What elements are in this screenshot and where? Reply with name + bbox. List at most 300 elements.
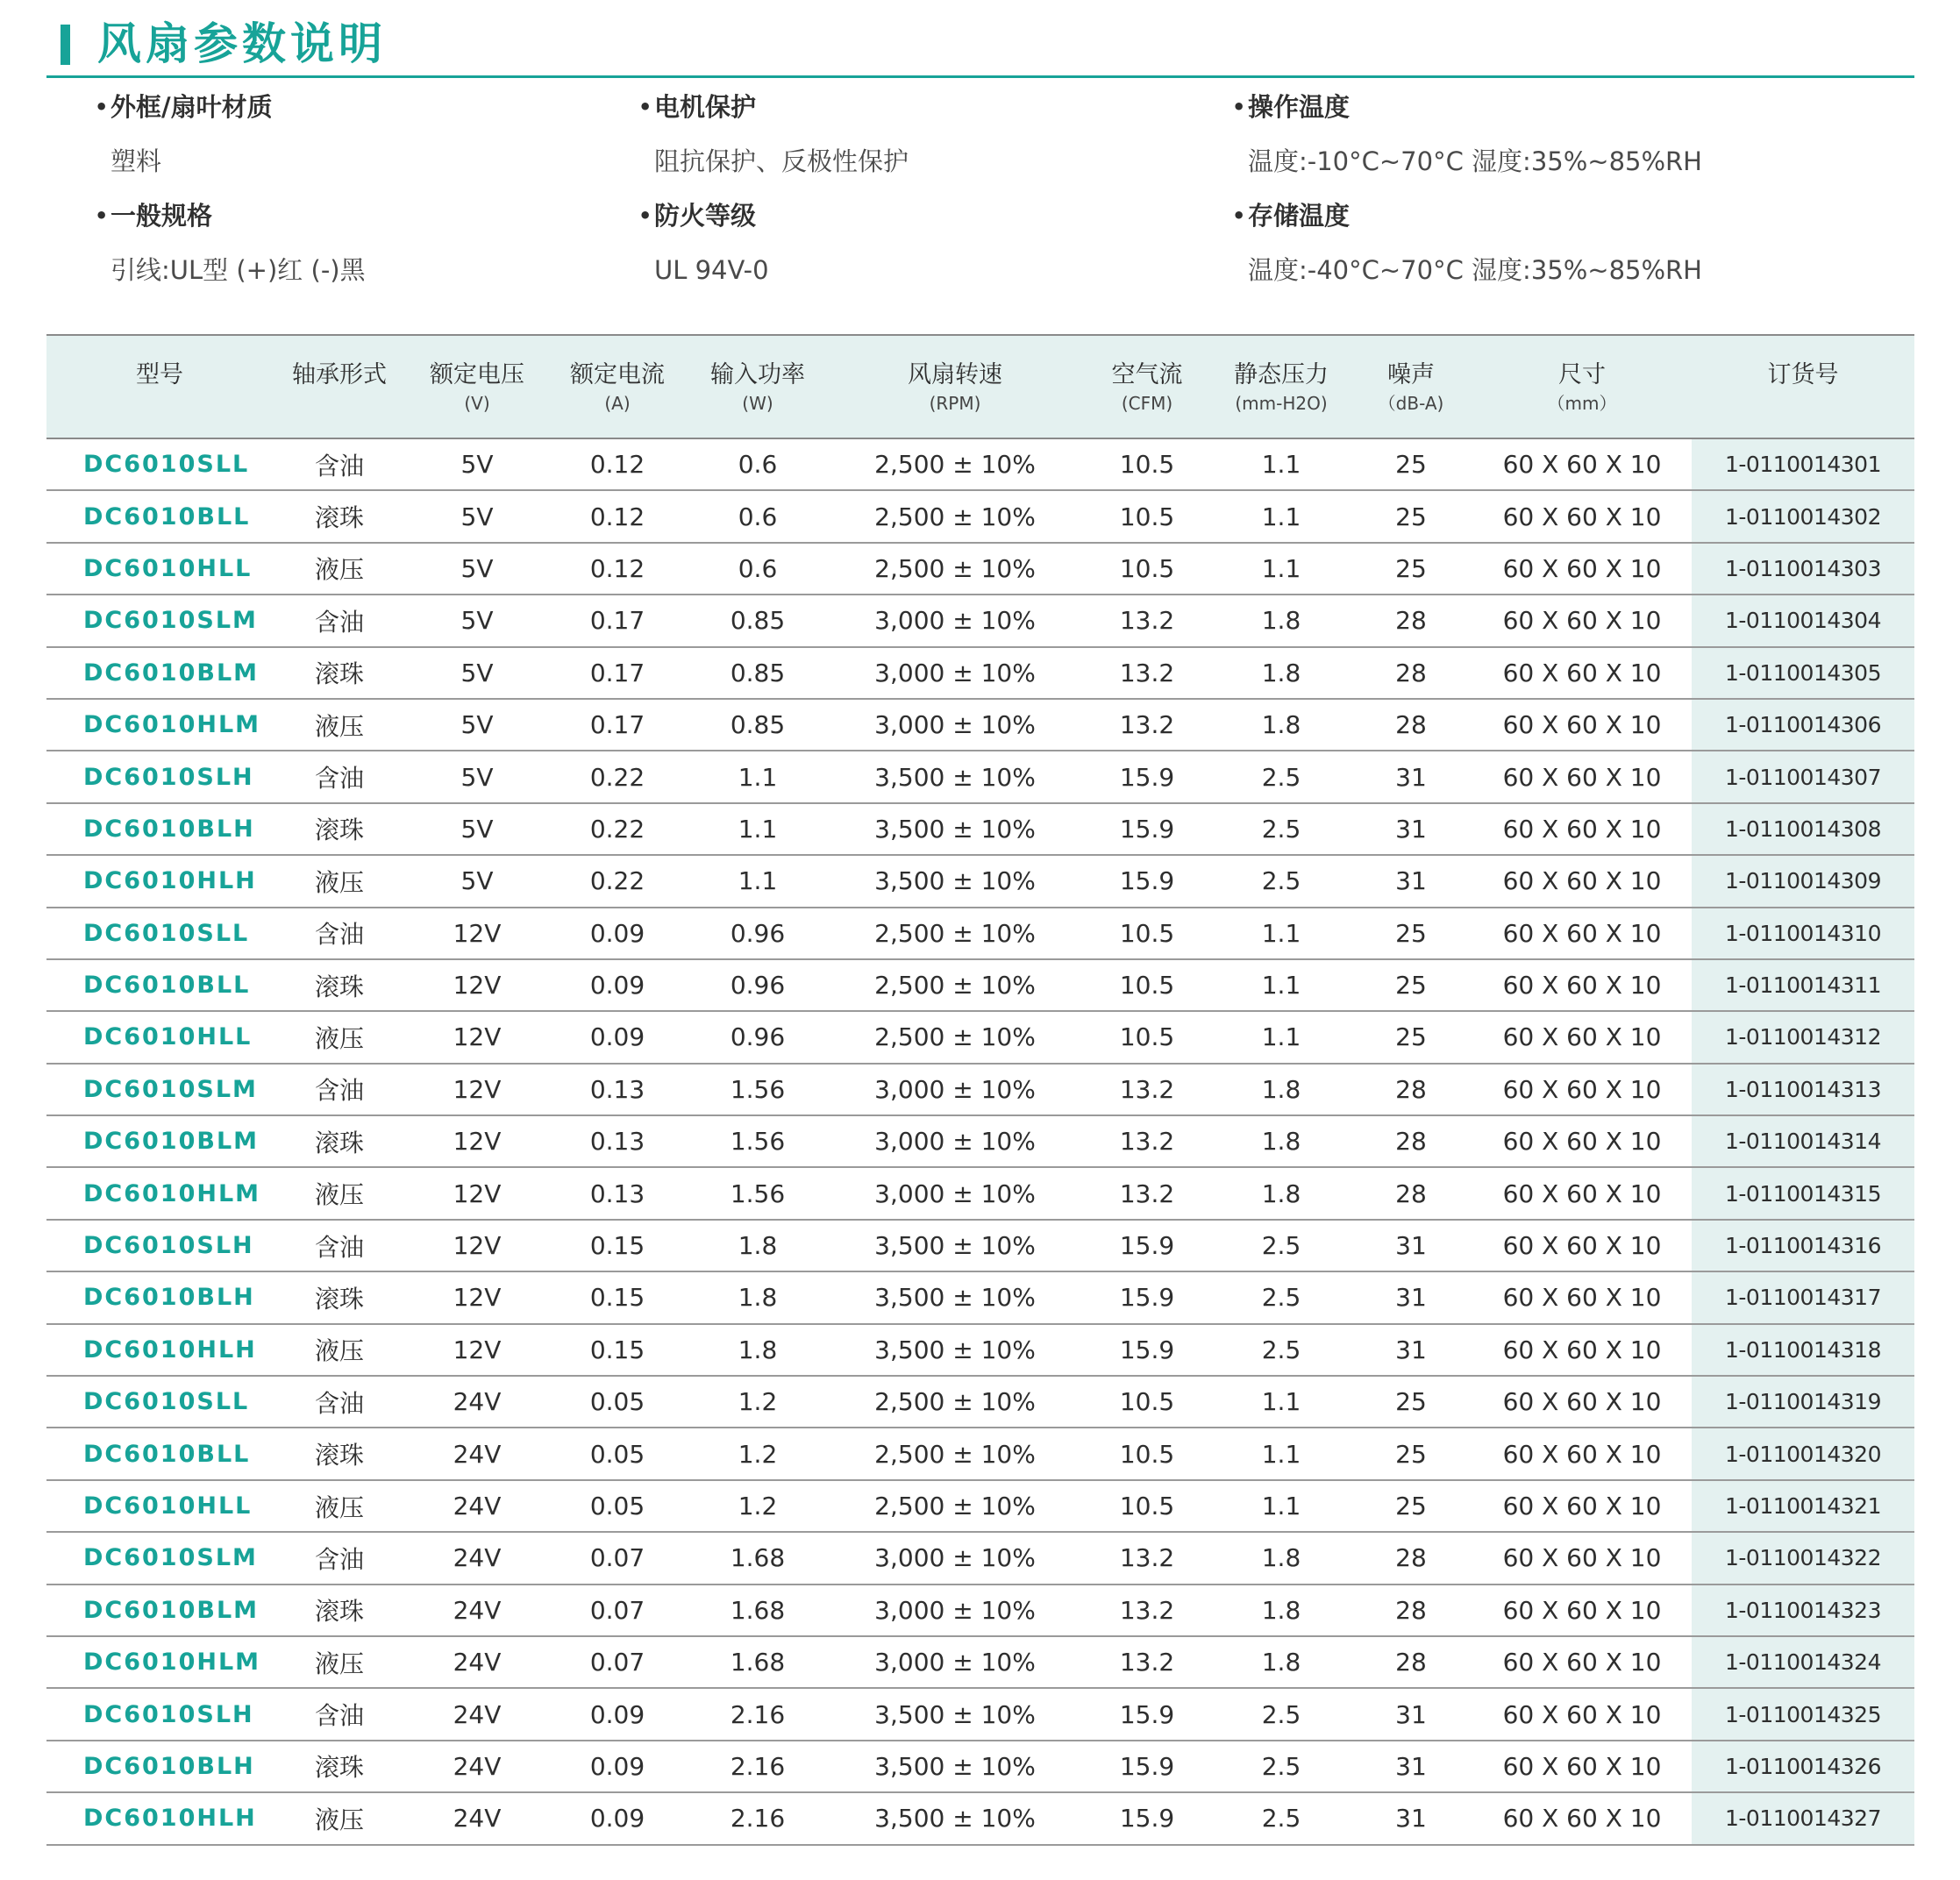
speed-cell: 2,500 ± 10%: [829, 908, 1081, 959]
speed-cell: 3,000 ± 10%: [829, 1636, 1081, 1688]
dimensions-cell: 60 X 60 X 10: [1472, 699, 1692, 751]
header-input-power: [687, 335, 829, 438]
header-label: 订货号: [1767, 361, 1839, 388]
noise-cell: 28: [1350, 1532, 1472, 1584]
bearing-cell: 液压: [273, 1011, 406, 1063]
noise-cell: 28: [1350, 1584, 1472, 1636]
bearing-cell: 滚珠: [273, 803, 406, 855]
header-unit: (W): [742, 393, 773, 414]
table-row: [46, 855, 1914, 907]
voltage-cell: 24V: [406, 1532, 548, 1584]
table-row: [46, 1324, 1914, 1376]
airflow-cell: 13.2: [1081, 1532, 1213, 1584]
dimensions-cell: 60 X 60 X 10: [1472, 855, 1692, 907]
model-cell: DC6010HLH: [46, 1792, 273, 1844]
dimensions-cell: 60 X 60 X 10: [1472, 1324, 1692, 1376]
bearing-cell: 滚珠: [273, 1428, 406, 1479]
header-label: 静态压力: [1234, 361, 1329, 388]
order-number-cell: 1-0110014307: [1692, 751, 1914, 802]
pressure-cell: 1.1: [1213, 490, 1350, 542]
header-dimensions: [1472, 335, 1692, 438]
noise-cell: 28: [1350, 1167, 1472, 1219]
dimensions-cell: 60 X 60 X 10: [1472, 908, 1692, 959]
spec-item-storage-temperature: [1184, 196, 1754, 289]
noise-cell: 31: [1350, 1792, 1472, 1844]
model-cell: DC6010BLM: [46, 647, 273, 699]
current-cell: 0.12: [548, 438, 687, 490]
table-row: [46, 1741, 1914, 1792]
header-unit: （mm）: [1547, 393, 1617, 414]
dimensions-cell: 60 X 60 X 10: [1472, 595, 1692, 646]
voltage-cell: 5V: [406, 595, 548, 646]
noise-cell: 28: [1350, 699, 1472, 751]
power-cell: 0.85: [687, 595, 829, 646]
voltage-cell: 24V: [406, 1636, 548, 1688]
speed-cell: 3,500 ± 10%: [829, 751, 1081, 802]
header-noise: [1350, 335, 1472, 438]
pressure-cell: 1.8: [1213, 699, 1350, 751]
power-cell: 2.16: [687, 1792, 829, 1844]
power-cell: 1.1: [687, 751, 829, 802]
table-row: [46, 1220, 1914, 1271]
table-header-row: [46, 335, 1914, 438]
model-cell: DC6010SLL: [46, 438, 273, 490]
pressure-cell: 1.1: [1213, 438, 1350, 490]
speed-cell: 3,000 ± 10%: [829, 647, 1081, 699]
table-row: [46, 1792, 1914, 1844]
noise-cell: 25: [1350, 490, 1472, 542]
noise-cell: 25: [1350, 1480, 1472, 1532]
voltage-cell: 5V: [406, 803, 548, 855]
bearing-cell: 液压: [273, 1792, 406, 1844]
noise-cell: 28: [1350, 1064, 1472, 1115]
header-bearing: [273, 335, 406, 438]
model-cell: DC6010SLM: [46, 1064, 273, 1115]
table-row: [46, 1167, 1914, 1219]
model-cell: DC6010SLL: [46, 1376, 273, 1428]
spec-value: 引线:UL型 (+)红 (-)黑: [110, 255, 366, 285]
dimensions-cell: 60 X 60 X 10: [1472, 1584, 1692, 1636]
order-number-cell: 1-0110014302: [1692, 490, 1914, 542]
current-cell: 0.12: [548, 543, 687, 595]
voltage-cell: 5V: [406, 438, 548, 490]
order-number-cell: 1-0110014311: [1692, 959, 1914, 1011]
spec-value: 温度:-40°C~70°C 湿度:35%~85%RH: [1248, 255, 1702, 285]
dimensions-cell: 60 X 60 X 10: [1472, 751, 1692, 802]
speed-cell: 3,000 ± 10%: [829, 1532, 1081, 1584]
model-cell: DC6010BLM: [46, 1115, 273, 1167]
airflow-cell: 10.5: [1081, 543, 1213, 595]
voltage-cell: 12V: [406, 1064, 548, 1115]
header-label: 额定电流: [570, 361, 665, 388]
voltage-cell: 24V: [406, 1688, 548, 1740]
noise-cell: 25: [1350, 1376, 1472, 1428]
header-label: 型号: [136, 361, 183, 388]
power-cell: 0.96: [687, 959, 829, 1011]
power-cell: 1.56: [687, 1167, 829, 1219]
order-number-cell: 1-0110014314: [1692, 1115, 1914, 1167]
spec-item-operating-temperature: [1184, 88, 1754, 181]
power-cell: 1.8: [687, 1324, 829, 1376]
current-cell: 0.07: [548, 1636, 687, 1688]
order-number-cell: 1-0110014320: [1692, 1428, 1914, 1479]
speed-cell: 2,500 ± 10%: [829, 959, 1081, 1011]
power-cell: 1.56: [687, 1064, 829, 1115]
power-cell: 1.2: [687, 1376, 829, 1428]
table-row: [46, 543, 1914, 595]
power-cell: 1.56: [687, 1115, 829, 1167]
order-number-cell: 1-0110014312: [1692, 1011, 1914, 1063]
header-label: 风扇转速: [908, 361, 1002, 388]
pressure-cell: 2.5: [1213, 803, 1350, 855]
current-cell: 0.09: [548, 1688, 687, 1740]
order-number-cell: 1-0110014309: [1692, 855, 1914, 907]
bearing-cell: 含油: [273, 1064, 406, 1115]
spec-label: • 外框/扇叶材质: [46, 88, 617, 126]
airflow-cell: 15.9: [1081, 1220, 1213, 1271]
table-row: [46, 1376, 1914, 1428]
current-cell: 0.09: [548, 959, 687, 1011]
noise-cell: 28: [1350, 1115, 1472, 1167]
table-row: [46, 490, 1914, 542]
speed-cell: 3,000 ± 10%: [829, 1167, 1081, 1219]
voltage-cell: 5V: [406, 751, 548, 802]
speed-cell: 2,500 ± 10%: [829, 543, 1081, 595]
model-cell: DC6010HLH: [46, 855, 273, 907]
airflow-cell: 15.9: [1081, 1792, 1213, 1844]
airflow-cell: 15.9: [1081, 751, 1213, 802]
airflow-cell: 13.2: [1081, 1636, 1213, 1688]
power-cell: 0.96: [687, 908, 829, 959]
dimensions-cell: 60 X 60 X 10: [1472, 1167, 1692, 1219]
power-cell: 1.68: [687, 1584, 829, 1636]
power-cell: 1.8: [687, 1271, 829, 1323]
model-cell: DC6010HLM: [46, 699, 273, 751]
model-cell: DC6010SLH: [46, 751, 273, 802]
order-number-cell: 1-0110014303: [1692, 543, 1914, 595]
pressure-cell: 1.1: [1213, 1428, 1350, 1479]
current-cell: 0.22: [548, 855, 687, 907]
noise-cell: 28: [1350, 647, 1472, 699]
pressure-cell: 1.8: [1213, 1115, 1350, 1167]
order-number-cell: 1-0110014308: [1692, 803, 1914, 855]
bearing-cell: 滚珠: [273, 1741, 406, 1792]
power-cell: 0.96: [687, 1011, 829, 1063]
page-title: 风扇参数说明: [97, 18, 387, 69]
speed-cell: 3,000 ± 10%: [829, 699, 1081, 751]
current-cell: 0.15: [548, 1220, 687, 1271]
bearing-cell: 含油: [273, 1376, 406, 1428]
power-cell: 1.68: [687, 1532, 829, 1584]
current-cell: 0.17: [548, 595, 687, 646]
voltage-cell: 24V: [406, 1741, 548, 1792]
header-unit: （dB-A): [1378, 393, 1444, 414]
bearing-cell: 液压: [273, 1324, 406, 1376]
current-cell: 0.13: [548, 1167, 687, 1219]
airflow-cell: 13.2: [1081, 1167, 1213, 1219]
pressure-cell: 2.5: [1213, 1220, 1350, 1271]
voltage-cell: 24V: [406, 1376, 548, 1428]
power-cell: 2.16: [687, 1688, 829, 1740]
noise-cell: 25: [1350, 1428, 1472, 1479]
model-cell: DC6010SLM: [46, 595, 273, 646]
spec-item-general-spec: [46, 196, 617, 289]
table-row: [46, 1532, 1914, 1584]
dimensions-cell: 60 X 60 X 10: [1472, 1271, 1692, 1323]
speed-cell: 3,500 ± 10%: [829, 1271, 1081, 1323]
speed-cell: 3,500 ± 10%: [829, 1741, 1081, 1792]
order-number-cell: 1-0110014319: [1692, 1376, 1914, 1428]
spec-value: 阻抗保护、反极性保护: [654, 146, 909, 176]
power-cell: 0.85: [687, 647, 829, 699]
model-cell: DC6010HLL: [46, 1480, 273, 1532]
voltage-cell: 12V: [406, 1115, 548, 1167]
header-unit: (mm-H2O): [1235, 393, 1328, 414]
model-cell: DC6010SLM: [46, 1532, 273, 1584]
table-row: [46, 1584, 1914, 1636]
bearing-cell: 含油: [273, 751, 406, 802]
dimensions-cell: 60 X 60 X 10: [1472, 1532, 1692, 1584]
speed-cell: 2,500 ± 10%: [829, 1428, 1081, 1479]
table-row: [46, 1636, 1914, 1688]
order-number-cell: 1-0110014305: [1692, 647, 1914, 699]
dimensions-cell: 60 X 60 X 10: [1472, 490, 1692, 542]
noise-cell: 28: [1350, 1636, 1472, 1688]
airflow-cell: 10.5: [1081, 490, 1213, 542]
header-label: 空气流: [1111, 361, 1183, 388]
table-row: [46, 908, 1914, 959]
noise-cell: 28: [1350, 595, 1472, 646]
bearing-cell: 滚珠: [273, 959, 406, 1011]
voltage-cell: 5V: [406, 490, 548, 542]
model-cell: DC6010HLM: [46, 1636, 273, 1688]
airflow-cell: 10.5: [1081, 1480, 1213, 1532]
table-row: [46, 1064, 1914, 1115]
header-fan-speed: [829, 335, 1081, 438]
bearing-cell: 含油: [273, 438, 406, 490]
voltage-cell: 12V: [406, 1271, 548, 1323]
order-number-cell: 1-0110014316: [1692, 1220, 1914, 1271]
table-row: [46, 1688, 1914, 1740]
airflow-cell: 13.2: [1081, 1115, 1213, 1167]
header-label: 尺寸: [1558, 361, 1606, 388]
current-cell: 0.07: [548, 1584, 687, 1636]
airflow-cell: 13.2: [1081, 1064, 1213, 1115]
speed-cell: 3,500 ± 10%: [829, 803, 1081, 855]
airflow-cell: 10.5: [1081, 959, 1213, 1011]
pressure-cell: 2.5: [1213, 1688, 1350, 1740]
airflow-cell: 15.9: [1081, 1688, 1213, 1740]
current-cell: 0.09: [548, 1792, 687, 1844]
pressure-cell: 1.8: [1213, 1532, 1350, 1584]
current-cell: 0.05: [548, 1428, 687, 1479]
order-number-cell: 1-0110014321: [1692, 1480, 1914, 1532]
model-cell: DC6010BLH: [46, 1271, 273, 1323]
model-cell: DC6010HLM: [46, 1167, 273, 1219]
voltage-cell: 12V: [406, 1220, 548, 1271]
airflow-cell: 10.5: [1081, 1011, 1213, 1063]
pressure-cell: 1.8: [1213, 1167, 1350, 1219]
voltage-cell: 24V: [406, 1480, 548, 1532]
bearing-cell: 含油: [273, 908, 406, 959]
spec-value: 温度:-10°C~70°C 湿度:35%~85%RH: [1248, 146, 1702, 176]
airflow-cell: 10.5: [1081, 1428, 1213, 1479]
dimensions-cell: 60 X 60 X 10: [1472, 438, 1692, 490]
voltage-cell: 12V: [406, 959, 548, 1011]
dimensions-cell: 60 X 60 X 10: [1472, 1741, 1692, 1792]
bearing-cell: 含油: [273, 1532, 406, 1584]
noise-cell: 31: [1350, 1220, 1472, 1271]
dimensions-cell: 60 X 60 X 10: [1472, 1688, 1692, 1740]
airflow-cell: 13.2: [1081, 647, 1213, 699]
power-cell: 0.6: [687, 543, 829, 595]
power-cell: 0.85: [687, 699, 829, 751]
bearing-cell: 液压: [273, 855, 406, 907]
noise-cell: 31: [1350, 1741, 1472, 1792]
voltage-cell: 12V: [406, 1324, 548, 1376]
order-number-cell: 1-0110014325: [1692, 1688, 1914, 1740]
table-row: [46, 647, 1914, 699]
table-row: [46, 1271, 1914, 1323]
model-cell: DC6010HLL: [46, 1011, 273, 1063]
section-header: [46, 14, 1914, 78]
model-cell: DC6010SLH: [46, 1688, 273, 1740]
speed-cell: 2,500 ± 10%: [829, 1480, 1081, 1532]
model-cell: DC6010BLH: [46, 1741, 273, 1792]
header-model: [46, 335, 273, 438]
voltage-cell: 12V: [406, 1011, 548, 1063]
order-number-cell: 1-0110014322: [1692, 1532, 1914, 1584]
table-body: [46, 438, 1914, 1845]
voltage-cell: 5V: [406, 855, 548, 907]
speed-cell: 3,500 ± 10%: [829, 1324, 1081, 1376]
pressure-cell: 1.8: [1213, 1636, 1350, 1688]
speed-cell: 3,500 ± 10%: [829, 1220, 1081, 1271]
noise-cell: 25: [1350, 959, 1472, 1011]
header-order-number: [1692, 335, 1914, 438]
speed-cell: 3,000 ± 10%: [829, 1584, 1081, 1636]
dimensions-cell: 60 X 60 X 10: [1472, 543, 1692, 595]
model-cell: DC6010BLL: [46, 1428, 273, 1479]
dimensions-cell: 60 X 60 X 10: [1472, 1011, 1692, 1063]
spec-summary: [46, 88, 1914, 316]
speed-cell: 2,500 ± 10%: [829, 438, 1081, 490]
bearing-cell: 液压: [273, 543, 406, 595]
current-cell: 0.09: [548, 908, 687, 959]
bearing-cell: 滚珠: [273, 1115, 406, 1167]
title-accent-bar: [61, 25, 70, 65]
power-cell: 0.6: [687, 490, 829, 542]
speed-cell: 2,500 ± 10%: [829, 1011, 1081, 1063]
pressure-cell: 2.5: [1213, 1324, 1350, 1376]
noise-cell: 31: [1350, 1324, 1472, 1376]
header-airflow: [1081, 335, 1213, 438]
header-label: 额定电压: [430, 361, 524, 388]
model-cell: DC6010SLL: [46, 908, 273, 959]
pressure-cell: 2.5: [1213, 1792, 1350, 1844]
model-cell: DC6010SLH: [46, 1220, 273, 1271]
pressure-cell: 1.1: [1213, 908, 1350, 959]
order-number-cell: 1-0110014318: [1692, 1324, 1914, 1376]
airflow-cell: 13.2: [1081, 1584, 1213, 1636]
fan-spec-table: [46, 334, 1914, 1846]
pressure-cell: 1.8: [1213, 1584, 1350, 1636]
dimensions-cell: 60 X 60 X 10: [1472, 1220, 1692, 1271]
airflow-cell: 13.2: [1081, 595, 1213, 646]
speed-cell: 2,500 ± 10%: [829, 490, 1081, 542]
current-cell: 0.07: [548, 1532, 687, 1584]
voltage-cell: 12V: [406, 1167, 548, 1219]
power-cell: 1.68: [687, 1636, 829, 1688]
pressure-cell: 1.8: [1213, 595, 1350, 646]
dimensions-cell: 60 X 60 X 10: [1472, 803, 1692, 855]
noise-cell: 31: [1350, 1271, 1472, 1323]
current-cell: 0.12: [548, 490, 687, 542]
airflow-cell: 10.5: [1081, 438, 1213, 490]
header-rated-voltage: [406, 335, 548, 438]
order-number-cell: 1-0110014323: [1692, 1584, 1914, 1636]
dimensions-cell: 60 X 60 X 10: [1472, 1636, 1692, 1688]
spec-label: • 防火等级: [590, 196, 1160, 235]
speed-cell: 3,000 ± 10%: [829, 1064, 1081, 1115]
power-cell: 1.1: [687, 803, 829, 855]
table-row: [46, 1011, 1914, 1063]
model-cell: DC6010BLH: [46, 803, 273, 855]
current-cell: 0.09: [548, 1741, 687, 1792]
speed-cell: 3,000 ± 10%: [829, 595, 1081, 646]
order-number-cell: 1-0110014327: [1692, 1792, 1914, 1844]
model-cell: DC6010HLL: [46, 543, 273, 595]
pressure-cell: 1.1: [1213, 1011, 1350, 1063]
current-cell: 0.13: [548, 1115, 687, 1167]
header-rated-current: [548, 335, 687, 438]
airflow-cell: 13.2: [1081, 699, 1213, 751]
pressure-cell: 2.5: [1213, 1271, 1350, 1323]
pressure-cell: 1.8: [1213, 647, 1350, 699]
bearing-cell: 液压: [273, 1480, 406, 1532]
spec-label: • 操作温度: [1184, 88, 1754, 126]
noise-cell: 25: [1350, 1011, 1472, 1063]
pressure-cell: 1.1: [1213, 543, 1350, 595]
voltage-cell: 5V: [406, 699, 548, 751]
bearing-cell: 滚珠: [273, 1584, 406, 1636]
noise-cell: 25: [1350, 908, 1472, 959]
spec-label: • 电机保护: [590, 88, 1160, 126]
power-cell: 1.2: [687, 1480, 829, 1532]
pressure-cell: 1.1: [1213, 959, 1350, 1011]
spec-value: UL 94V-0: [654, 255, 769, 285]
spec-label: • 一般规格: [46, 196, 617, 235]
bearing-cell: 液压: [273, 1167, 406, 1219]
speed-cell: 2,500 ± 10%: [829, 1376, 1081, 1428]
pressure-cell: 1.8: [1213, 1064, 1350, 1115]
speed-cell: 3,500 ± 10%: [829, 1792, 1081, 1844]
table-row: [46, 699, 1914, 751]
model-cell: DC6010BLL: [46, 490, 273, 542]
current-cell: 0.13: [548, 1064, 687, 1115]
noise-cell: 31: [1350, 751, 1472, 802]
airflow-cell: 15.9: [1081, 1271, 1213, 1323]
power-cell: 0.6: [687, 438, 829, 490]
noise-cell: 31: [1350, 855, 1472, 907]
table-row: [46, 1480, 1914, 1532]
voltage-cell: 24V: [406, 1792, 548, 1844]
speed-cell: 3,500 ± 10%: [829, 855, 1081, 907]
voltage-cell: 24V: [406, 1584, 548, 1636]
table-row: [46, 751, 1914, 802]
order-number-cell: 1-0110014313: [1692, 1064, 1914, 1115]
spec-value: 塑料: [110, 146, 162, 176]
